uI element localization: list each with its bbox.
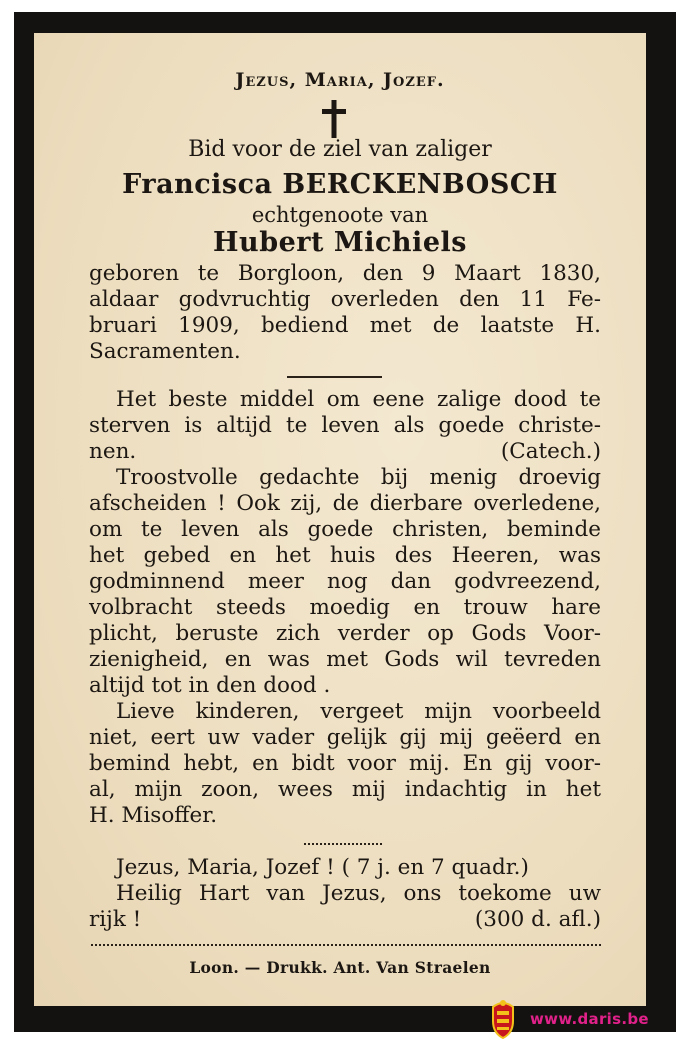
indulgence-note: (300 d. afl.) (474, 907, 601, 932)
paragraph-line: bemind hebt, en bidt voor mij. En gij voor- (89, 751, 601, 776)
divider-rule (287, 376, 382, 378)
bio-line: bruari 1909, bediend met de laatste H. (89, 313, 601, 338)
paragraph-line: Lieve kinderen, vergeet mijn voorbeeld (116, 699, 601, 724)
paragraph-line: het gebed en het huis des Heeren, was (89, 543, 601, 568)
printer-credit: Loon. — Drukk. Ant. Van Straelen (189, 958, 491, 977)
paragraph-line: altijd tot in den dood . (89, 673, 331, 698)
quote-source: (Catech.) (500, 439, 601, 464)
quote-line: nen. (89, 439, 137, 464)
memorial-card (34, 33, 646, 1006)
cross-icon (319, 99, 349, 139)
spouse-name: Hubert Michiels (213, 227, 467, 258)
paragraph-line: afscheiden ! Ook zij, de dierbare overledene, (89, 491, 601, 516)
paragraph-line: godminnend meer nog dan godvreezend, (89, 569, 601, 594)
paragraph-line: plicht, beruste zich verder op Gods Voor- (89, 621, 601, 646)
prayer-line: rijk ! (89, 907, 142, 932)
paragraph-line: niet, eert uw vader gelijk gij mij geëerd en (89, 725, 601, 750)
prayer-line: Jezus, Maria, Jozef ! ( 7 j. en 7 quadr.) (116, 855, 529, 880)
deceased-name: Francisca BERCKENBOSCH (122, 169, 558, 200)
dotted-divider (91, 944, 601, 946)
paragraph-line: volbracht steeds moedig en trouw hare (89, 595, 601, 620)
paragraph-line: H. Misoffer. (89, 803, 218, 828)
bio-line: aldaar godvruchtig overleden den 11 Fe- (89, 287, 601, 312)
paragraph-line: Troostvolle gedachte bij menig droevig (116, 465, 601, 490)
invocation-heading: Jezus, Maria, Jozef. (235, 69, 445, 91)
watermark-site: www.daris.be (530, 1010, 649, 1028)
quote-line: sterven is altijd te leven als goede christe- (89, 413, 601, 438)
dotted-divider (304, 843, 382, 845)
prayer-line: Heilig Hart van Jezus, ons toekome uw (116, 881, 601, 906)
bio-line: geboren te Borgloon, den 9 Maart 1830, (89, 261, 601, 286)
relation-line: echtgenoote van (251, 203, 429, 227)
quote-line: Het beste middel om eene zalige dood te (116, 387, 601, 412)
intro-line: Bid voor de ziel van zaliger (188, 137, 492, 162)
paragraph-line: al, mijn zoon, wees mij indachtig in het (89, 777, 601, 802)
coat-of-arms-icon (489, 999, 517, 1039)
paragraph-line: om te leven als goede christen, beminde (89, 517, 601, 542)
paragraph-line: zienigheid, en was met Gods wil tevreden (89, 647, 601, 672)
bio-line: Sacramenten. (89, 339, 241, 364)
